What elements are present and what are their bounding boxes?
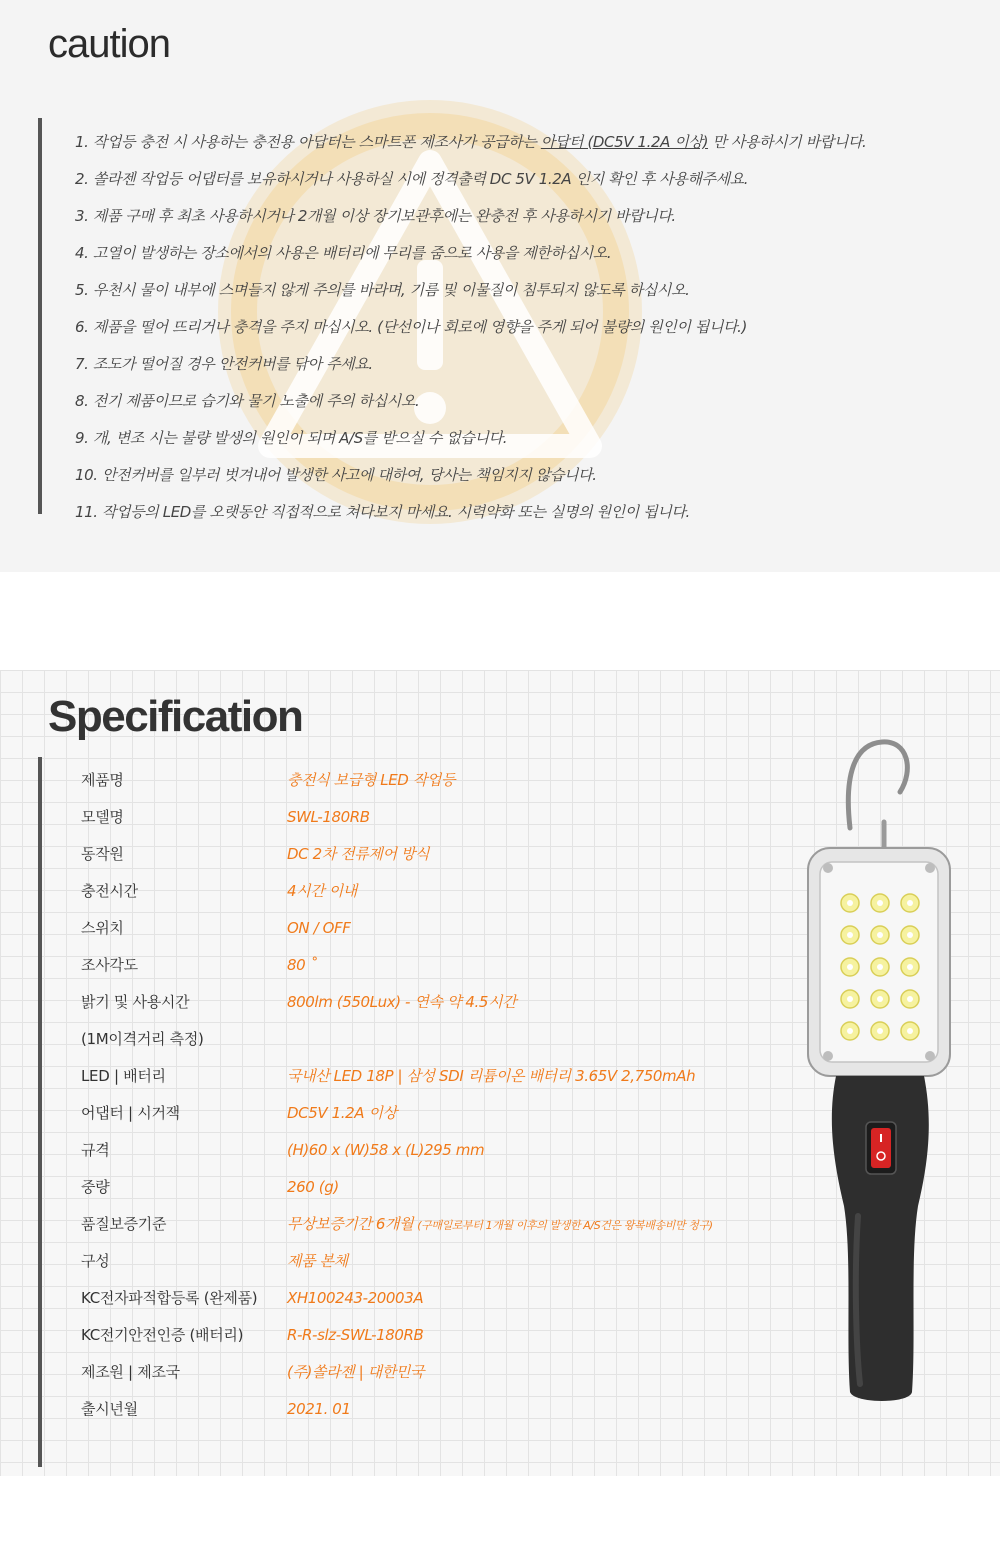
spec-value: 80 ˚ [287, 956, 317, 974]
spec-label: 동작원 [81, 845, 124, 863]
spec-value: R-R-slz-SWL-180RB [287, 1326, 424, 1344]
spec-label: (1M이격거리 측정) [81, 1030, 204, 1048]
caution-item: 6. 제품을 떨어 뜨리거나 충격을 주지 마십시오. (단선이나 회로에 영향을 주게 되어 불량의 원인이 됩니다.) [75, 318, 747, 336]
caution-item: 10. 안전커버를 일부러 벗겨내어 발생한 사고에 대하여, 당사는 책임지지 않습니다. [75, 466, 597, 484]
spec-label: 제품명 [81, 771, 124, 789]
spec-label: 규격 [81, 1141, 110, 1159]
spec-label: 출시년월 [81, 1400, 138, 1418]
spec-value: 무상보증기간 6개월 (구매일로부터 1개월 이후의 발생한 A/S건은 왕복배송비만 청구) [287, 1215, 713, 1233]
spec-value: SWL-180RB [287, 808, 370, 826]
caution-item: 9. 개, 변조 시는 불량 발생의 원인이 되며 A/S를 받으실 수 없습니다. [75, 429, 508, 447]
spec-label: KC전기안전인증 (배터리) [81, 1326, 244, 1344]
spec-value: 4시간 이내 [287, 882, 357, 900]
spec-label: 충전시간 [81, 882, 138, 900]
spec-value: (주)쏠라젠 | 대한민국 [287, 1363, 425, 1381]
caution-item: 4. 고열이 발생하는 장소에서의 사용은 배터리에 무리를 줌으로 사용을 제한하십시오. [75, 244, 612, 262]
spec-value: 충전식 보급형 LED 작업등 [287, 771, 456, 789]
caution-item: 8. 전기 제품이므로 습기와 물기 노출에 주의 하십시오. [75, 392, 420, 410]
caution-item: 11. 작업등의 LED를 오랫동안 직접적으로 쳐다보지 마세요. 시력약화 또는 실명의 원인이 됩니다. [75, 503, 690, 521]
spec-label: 모델명 [81, 808, 124, 826]
spec-label: 어댑터 | 시거잭 [81, 1104, 180, 1122]
specification-title: Specification [48, 692, 303, 741]
spec-label: LED | 배터리 [81, 1067, 166, 1085]
caution-item: 5. 우천시 물이 내부에 스며들지 않게 주의를 바라며, 기름 및 이물질이 침투되지 않도록 하십시오. [75, 281, 690, 299]
spec-value: (H)60 x (W)58 x (L)295 mm [287, 1141, 485, 1159]
spec-label: 스위치 [81, 919, 124, 937]
spec-value: DC 2차 전류제어 방식 [287, 845, 430, 863]
spec-label: 밝기 및 사용시간 [81, 993, 190, 1011]
spec-value: DC5V 1.2A 이상 [287, 1104, 397, 1122]
spec-label: 중량 [81, 1178, 110, 1196]
spec-label: 구성 [81, 1252, 110, 1270]
caution-item: 3. 제품 구매 후 최초 사용하시거나 2개월 이상 장기보관후에는 완충전 후 사용하시기 바랍니다. [75, 207, 676, 225]
spec-label: 품질보증기준 [81, 1215, 167, 1233]
caution-item: 1. 작업등 충전 시 사용하는 충전용 아답터는 스마트폰 제조사가 공급하는 아답터 (DC5V 1.2A 이상) 만 사용하시기 바랍니다. [75, 133, 867, 151]
spec-label: 제조원 | 제조국 [81, 1363, 180, 1381]
caution-item-highlight: 아답터 (DC5V 1.2A 이상) [540, 133, 709, 151]
caution-list [75, 124, 985, 531]
spec-value: ON / OFF [287, 919, 351, 937]
spec-warranty-note: (구매일로부터 1개월 이후의 발생한 A/S건은 왕복배송비만 청구) [417, 1219, 713, 1232]
spec-value: 260 (g) [287, 1178, 339, 1196]
spec-value: 2021. 01 [287, 1400, 351, 1418]
spec-label: KC전자파적합등록 (완제품) [81, 1289, 258, 1307]
spec-value: 제품 본체 [287, 1252, 348, 1270]
spec-value: XH100243-20003A [287, 1289, 424, 1307]
spec-value: 800lm (550Lux) - 연속 약 4.5시간 [287, 993, 517, 1011]
caution-section [0, 0, 1000, 572]
spec-label: 조사각도 [81, 956, 138, 974]
caution-accent-bar [38, 118, 42, 514]
caution-item: 7. 조도가 떨어질 경우 안전커버를 닦아 주세요. [75, 355, 373, 373]
caution-item: 2. 쏠라젠 작업등 어댑터를 보유하시거나 사용하실 시에 정격출력 DC 5V 1.2A 인지 확인 후 사용해주세요. [75, 170, 749, 188]
product-image [800, 736, 960, 1416]
specification-section [0, 670, 1000, 1476]
caution-title: caution [48, 22, 170, 66]
spec-value: 국내산 LED 18P | 삼성 SDI 리튬이온 배터리 3.65V 2,750mAh [287, 1067, 696, 1085]
